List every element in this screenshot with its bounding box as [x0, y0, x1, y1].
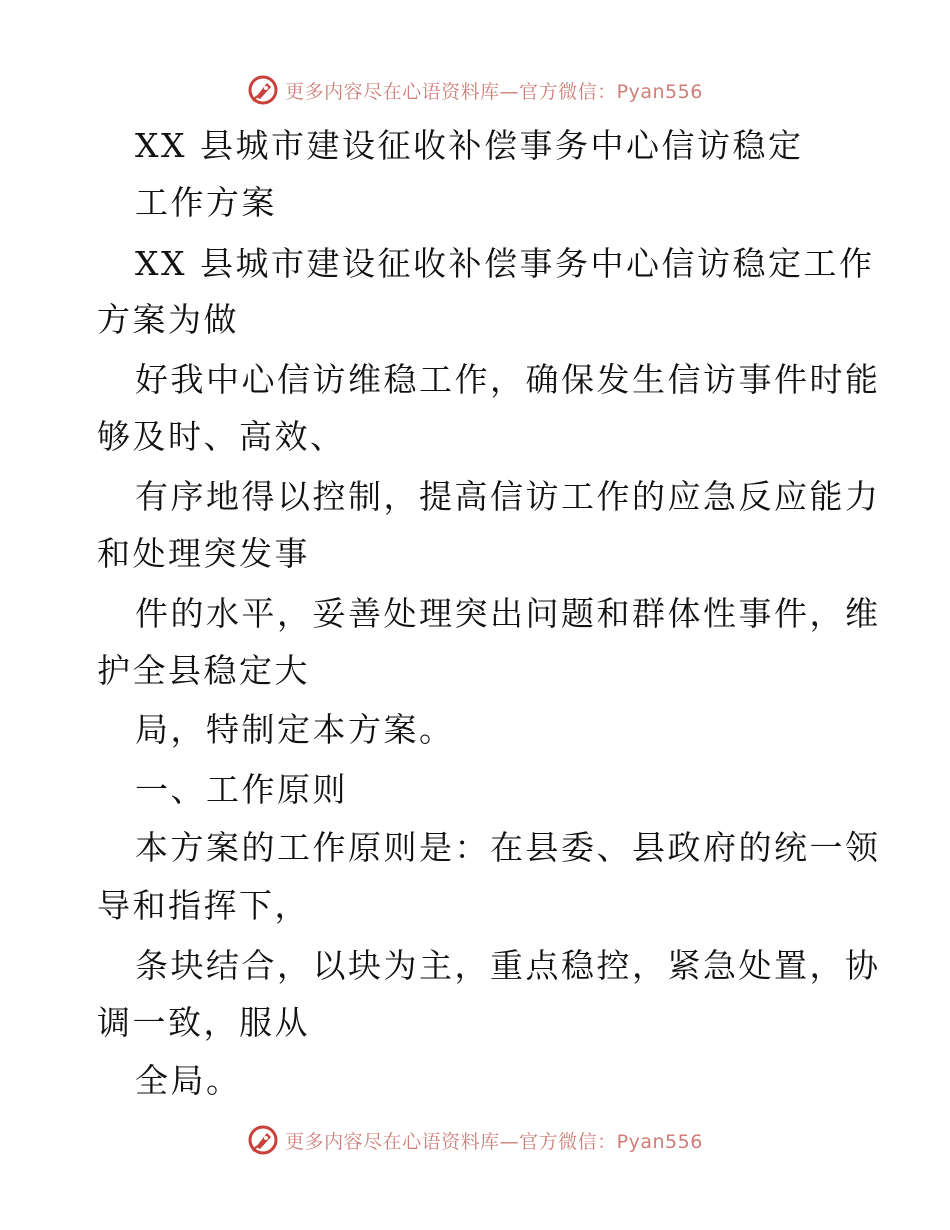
paragraph-line: 本方案的工作原则是：在县委、县政府的统一领 [135, 828, 881, 867]
paragraph-line: 全局。 [135, 1061, 242, 1100]
paragraph-line: 好我中心信访维稳工作，确保发生信访事件时能 [135, 360, 881, 399]
title-line-1: XX 县城市建设征收补偿事务中心信访稳定 [135, 126, 804, 165]
paragraph-line: 和处理突发事 [97, 534, 310, 573]
paragraph-line: 件的水平，妥善处理突出问题和群体性事件，维 [135, 594, 881, 633]
pen-nib-logo-icon [247, 1124, 279, 1156]
paragraph-line: XX 县城市建设征收补偿事务中心信访稳定工作 [135, 244, 875, 283]
footer-banner-text: 更多内容尽在心语资料库—官方微信：Pyan556 [285, 1130, 703, 1153]
paragraph-line: 护全县稳定大 [97, 651, 310, 690]
footer-banner [0, 1120, 950, 1160]
paragraph-line: 方案为做 [97, 300, 239, 339]
paragraph-line: 局，特制定本方案。 [135, 710, 455, 749]
paragraph-line: 条块结合，以块为主，重点稳控，紧急处置，协 [135, 946, 881, 985]
paragraph-line: 够及时、高效、 [97, 417, 346, 456]
paragraph-line: 导和指挥下， [97, 886, 310, 925]
title-line-2: 工作方案 [135, 183, 277, 222]
paragraph-line: 调一致，服从 [97, 1003, 310, 1042]
header-banner-text: 更多内容尽在心语资料库—官方微信：Pyan556 [285, 80, 703, 103]
section-heading: 一、工作原则 [135, 770, 348, 809]
paragraph-line: 有序地得以控制，提高信访工作的应急反应能力 [135, 477, 881, 516]
